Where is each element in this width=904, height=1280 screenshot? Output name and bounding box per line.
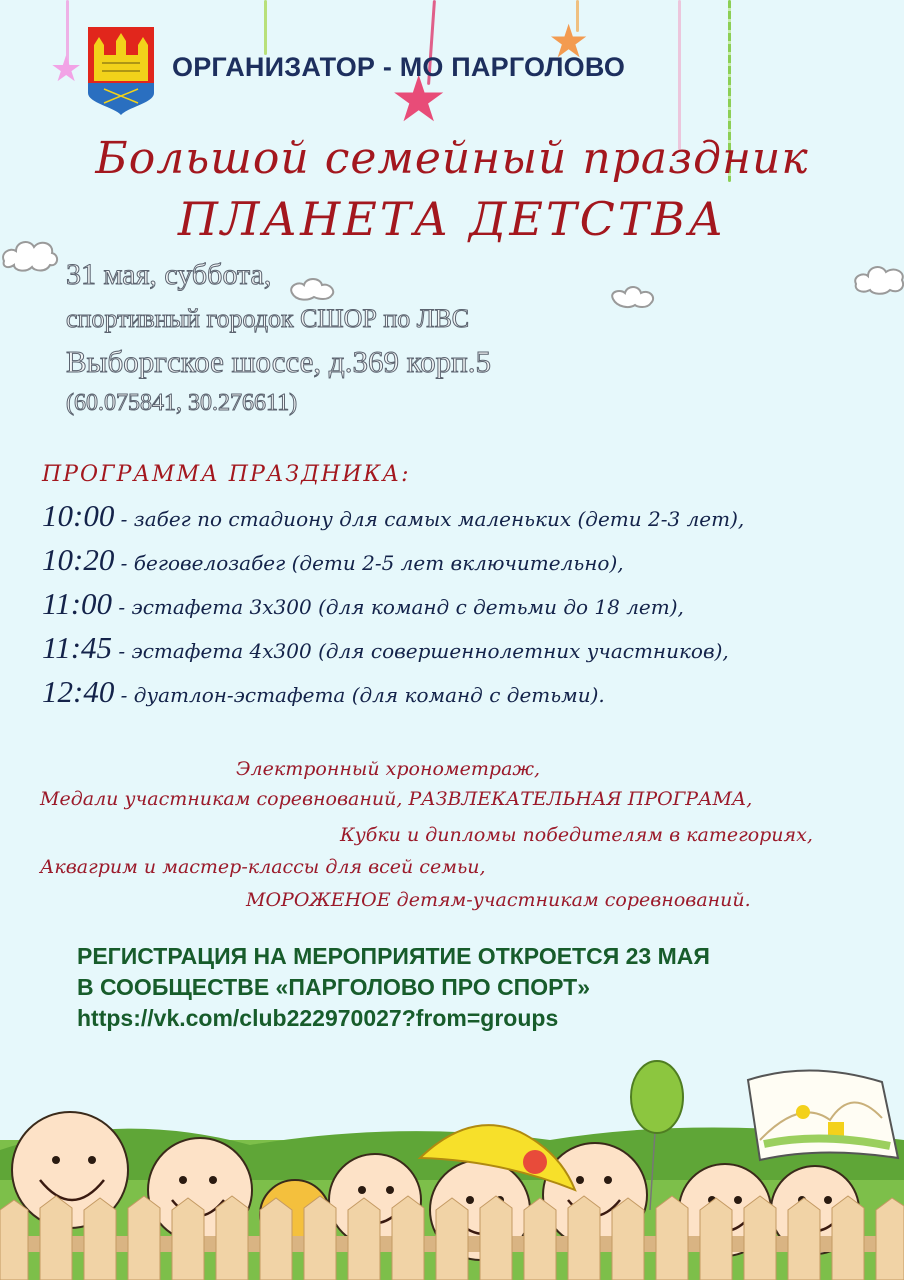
event-date: 31 мая, суббота, — [66, 258, 272, 291]
star-icon: ★ — [50, 49, 83, 90]
event-venue: спортивный городок СШОР по ЛВС — [66, 304, 470, 333]
program-item — [42, 586, 684, 622]
program-text: - эстафета 3х300 (для команд с детьми до 18 лет), — [112, 595, 684, 619]
coat-of-arms-icon — [88, 27, 154, 115]
program-time: 11:00 — [42, 586, 113, 621]
decor-string — [264, 0, 267, 55]
feature-line: Электронный хронометраж, — [236, 758, 541, 780]
cloud-icon — [852, 262, 904, 296]
program-text: - дуатлон-эстафета (для команд с детьми). — [114, 683, 605, 707]
registration-link[interactable]: https://vk.com/club222970027?from=groups — [77, 1005, 559, 1031]
program-item — [42, 630, 729, 666]
cloud-icon — [609, 283, 657, 311]
star-icon: ★ — [548, 14, 590, 68]
registration-community: В СООБЩЕСТВЕ «ПАРГОЛОВО ПРО СПОРТ» — [77, 974, 590, 1000]
program-heading: ПРОГРАММА ПРАЗДНИКА: — [42, 462, 411, 487]
feature-line: Кубки и дипломы победителям в категориях, — [340, 824, 813, 846]
program-time: 10:20 — [42, 542, 115, 577]
program-item — [42, 542, 624, 578]
event-coordinates: (60.075841, 30.276611) — [66, 390, 298, 416]
organizer-label: ОРГАНИЗАТОР - МО ПАРГОЛОВО — [172, 52, 626, 82]
program-item — [42, 674, 605, 710]
event-title: Большой семейный праздник — [95, 133, 809, 184]
feature-line: Аквагрим и мастер-классы для всей семьи, — [40, 856, 486, 878]
star-icon: ★ — [390, 63, 448, 137]
program-item — [42, 498, 744, 534]
feature-line: МОРОЖЕНОЕ детям-участникам соревнований. — [246, 889, 751, 911]
program-time: 11:45 — [42, 630, 113, 665]
event-name: ПЛАНЕТА ДЕТСТВА — [177, 192, 727, 246]
program-text: - беговелозабег (дети 2-5 лет включительно), — [114, 551, 624, 575]
cloud-icon — [288, 275, 338, 303]
program-text: - забег по стадиону для самых маленьких (дети 2-3 лет), — [114, 507, 745, 531]
event-address: Выборгское шоссе, д.369 корп.5 — [66, 344, 492, 379]
registration-notice: РЕГИСТРАЦИЯ НА МЕРОПРИЯТИЕ ОТКРОЕТСЯ 23 МАЯ — [77, 943, 710, 969]
program-time: 10:00 — [42, 498, 115, 533]
program-time: 12:40 — [42, 674, 115, 709]
feature-line: Медали участникам соревнований, РАЗВЛЕКАТЕЛЬНАЯ ПРОГРАМА, — [40, 788, 753, 810]
decor-string — [678, 0, 681, 150]
kids-fence-illustration — [0, 1040, 904, 1280]
program-text: - эстафета 4х300 (для совершеннолетних участников), — [112, 639, 729, 663]
